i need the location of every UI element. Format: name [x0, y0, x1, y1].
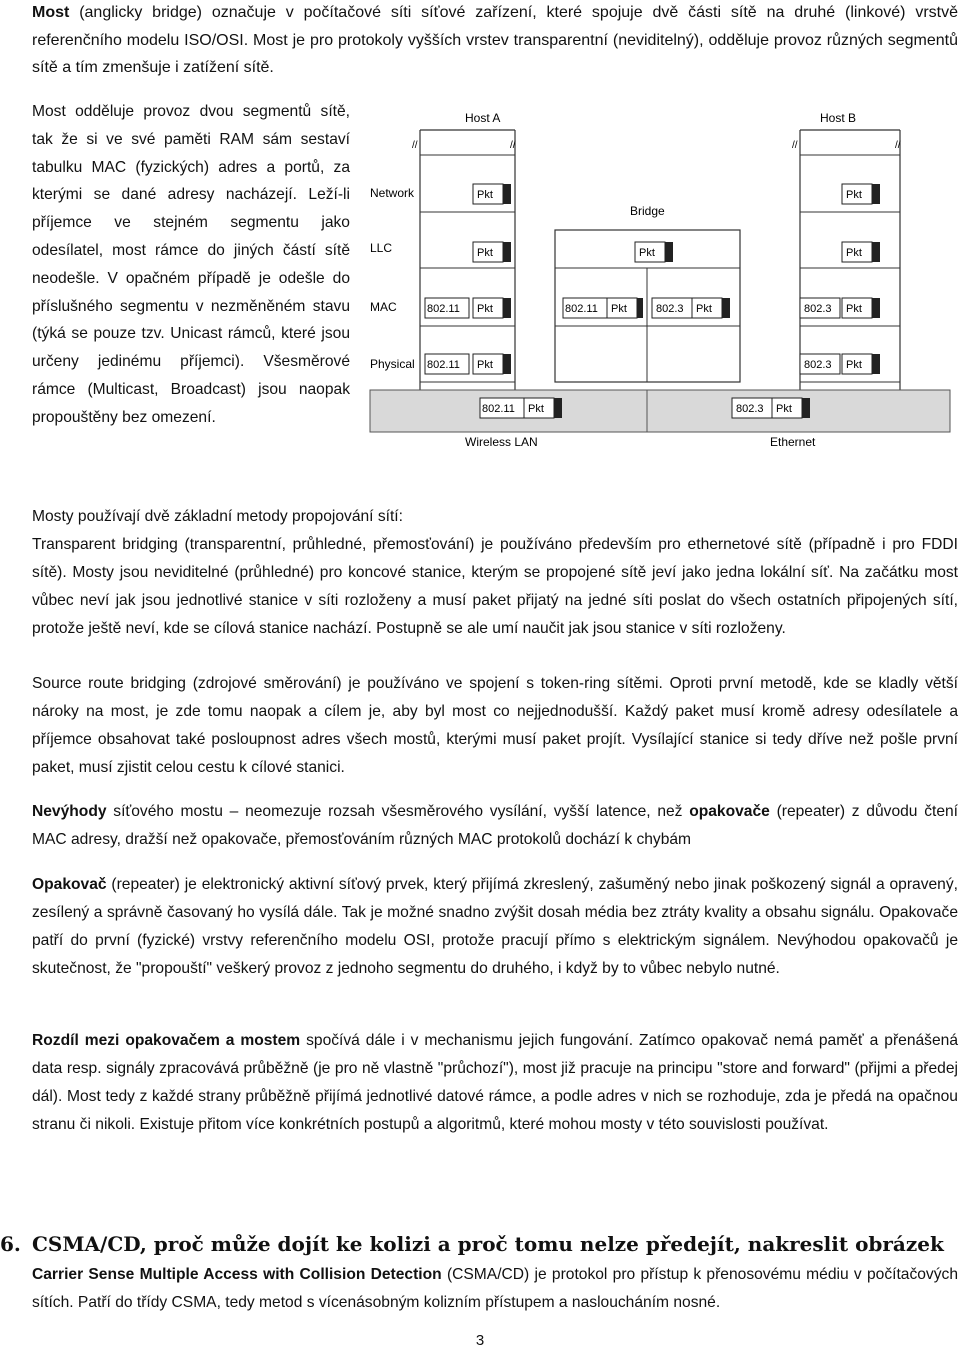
disadvantages-term: Nevýhody [32, 803, 107, 820]
host-a-label: Host A [465, 111, 501, 125]
bridge-description: Most odděluje provoz dvou segmentů sítě, tak že si ve své paměti RAM sám sestaví tabulku MAC (fyzických) adres a portů, za kterými se dané adresy nacházejí. Leží-li příjemce ve stejném segmentu jako odesílatel, most rámce do jiných částí sítě neodešle. V opačném případě je odešle do příslušného segmentu v nezměněném stavu (týká se pouze tzv. Unicast rámců, které jsou určeny jedinému příjemci). Všesměrové rámce (Multicast, Broadcast) jsou naopak propouštěny bez omezení. [32, 103, 350, 426]
page-number: 3 [475, 1332, 485, 1349]
eth-label: 802.3 [736, 403, 764, 415]
disadvantages-paragraph: Nevýhody síťového mostu – neomezuje rozsah všesměrového vysílání, vyšší latence, než opakovače (repeater) z důvodu čtení MAC adresy, dražší než opakovače, přemosťováním různých MAC protokolů dochází k chybám [32, 803, 958, 848]
source-route-bridging: Source route bridging (zdrojové směrování) je používáno ve spojení s token-ring sítěmi. Oproti první metodě, kde se kladly větší nároky na most, je zde tomu naopak a cílem je, aby byl most co nejjednodušší. Každý paket musí kromě adresy odesílatele a příjemce obsahovat také posloupnost adres všech mostů, kterými musí paket projít. Vysílající stanice si tedy dříve než pošle první paket, musí zjistit celou cestu k cílové stanici. [32, 675, 958, 776]
pkt-label: Pkt [846, 359, 862, 371]
pkt-label: Pkt [477, 359, 493, 371]
layer-llc: LLC [370, 241, 393, 255]
layer-network: Network [370, 186, 415, 200]
section-heading [0, 1232, 960, 1256]
eth-label: 802.3 [804, 303, 832, 315]
pkt-label: Pkt [846, 303, 862, 315]
pkt-label: Pkt [846, 189, 862, 201]
pkt-label: Pkt [776, 403, 792, 415]
repeater-heading: Opakovač [32, 876, 107, 893]
eth-label: 802.3 [656, 303, 684, 315]
layer-mac: MAC [370, 300, 397, 314]
difference-heading: Rozdíl mezi opakovačem a mostem [32, 1032, 301, 1049]
svg-text://: // [412, 140, 418, 151]
section-number: 6. [0, 1232, 21, 1256]
bridge-label: Bridge [630, 204, 665, 218]
pkt-label: Pkt [477, 189, 493, 201]
ethernet-label: Ethernet [770, 435, 816, 449]
bridging-methods-intro: Mosty používají dvě základní metody propojování sítí: [32, 508, 403, 525]
repeater-paragraph: Opakovač (repeater) je elektronický aktivní síťový prvek, který přijímá zkreslený, zašuměný nebo jinak poškozený signál a opravený, zesílený a správně časovaný ho vysílá dále. Tak je možné snadno zvýšit dosah média bez ztráty kvality a obsahu signálu. Opakovače patří do první (fyzické) vrstvy referenčního modelu OSI, protože pracují přímo s elektrickým signálem. Nevýhodou opakovačů je skutečnost, že "propouští" veškerý provoz z jednoho segmentu do druhého, i když by to vůbec nebylo nutné. [32, 876, 958, 977]
eth-label: 802.3 [804, 359, 832, 371]
transparent-bridging: Transparent bridging (transparentní, průhledné, přemosťování) je používáno především pro ethernetové sítě (případně i pro FDDI sítě). Mosty jsou neviditelné (průhledné) pro koncové stanice, kterým se propojené sítě jeví jako jedna lokální síť. Na začátku most vůbec neví jak jsou jednotlivé stanice v síti rozloženy a musí paket přijatý na jedné síti poslat do všech ostatních připojených sítí, protože ještě neví, kde se cílová stanice nachází. Postupně se ale umí naučit jak jsou stanice v síti rozloženy. [32, 536, 958, 637]
pkt-label: Pkt [477, 303, 493, 315]
csma-paragraph: Carrier Sense Multiple Access with Collision Detection (CSMA/CD) je protokol pro přístup k přenosovému médiu v počítačových sítích. Patří do třídy CSMA, tedy metod s vícenásobným kolizním přístupem a nasloucháním nosné. [32, 1266, 958, 1311]
intro-paragraph [32, 0, 958, 82]
difference-paragraph: Rozdíl mezi opakovačem a mostem spočívá dále i v mechanismu jejich fungování. Zatímco opakovač nemá paměť a přenášená data resp. signály zpracovává průběžně (je pro ně vlastně "průchozí"), most již pracuje na principu "store and forward" (přijmi a předej dál). Most tedy z každé strany průběžně přijímá jednotlivé datové rámce, a podle adres v nich se rozhoduje, zda je předá na opačnou stranu či nikoli. Existuje přitom více konkrétních postupů a algoritmů, které mohou mosty v této souvislosti používat. [32, 1032, 958, 1133]
network-media [370, 390, 950, 432]
pkt-label: Pkt [639, 247, 655, 259]
pkt-label: Pkt [477, 247, 493, 259]
svg-text://: // [895, 140, 901, 151]
wireless-lan-label: Wireless LAN [465, 435, 538, 449]
wifi-label: 802.11 [427, 359, 460, 371]
pkt-label: Pkt [846, 247, 862, 259]
svg-text://: // [510, 140, 516, 151]
wifi-label: 802.11 [482, 403, 515, 415]
layer-physical: Physical [370, 357, 415, 371]
bridge-diagram [360, 100, 960, 470]
repeater-term: opakovače [689, 803, 770, 820]
svg-text://: // [792, 140, 798, 151]
wifi-label: 802.11 [427, 303, 460, 315]
pkt-label: Pkt [611, 303, 627, 315]
section-title: CSMA/CD, proč může dojít ke kolizi a proč tomu nelze předejít, nakreslit obrázek [32, 1232, 944, 1256]
term-most: Most [32, 4, 70, 21]
csma-term: Carrier Sense Multiple Access with Collision Detection [32, 1266, 442, 1283]
wifi-label: 802.11 [565, 303, 598, 315]
pkt-label: Pkt [696, 303, 712, 315]
pkt-label: Pkt [528, 403, 544, 415]
intro-text: (anglicky bridge) označuje v počítačové síti síťové zařízení, které spojuje dvě části sítě na druhé (linkové) vrstvě referenčního modelu ISO/OSI. Most je pro protokoly vyšších vrstev transparentní (neviditelný), odděluje provoz různých segmentů sítě a tím zmenšuje i zatížení sítě. [32, 4, 958, 76]
host-b-label: Host B [820, 111, 857, 125]
